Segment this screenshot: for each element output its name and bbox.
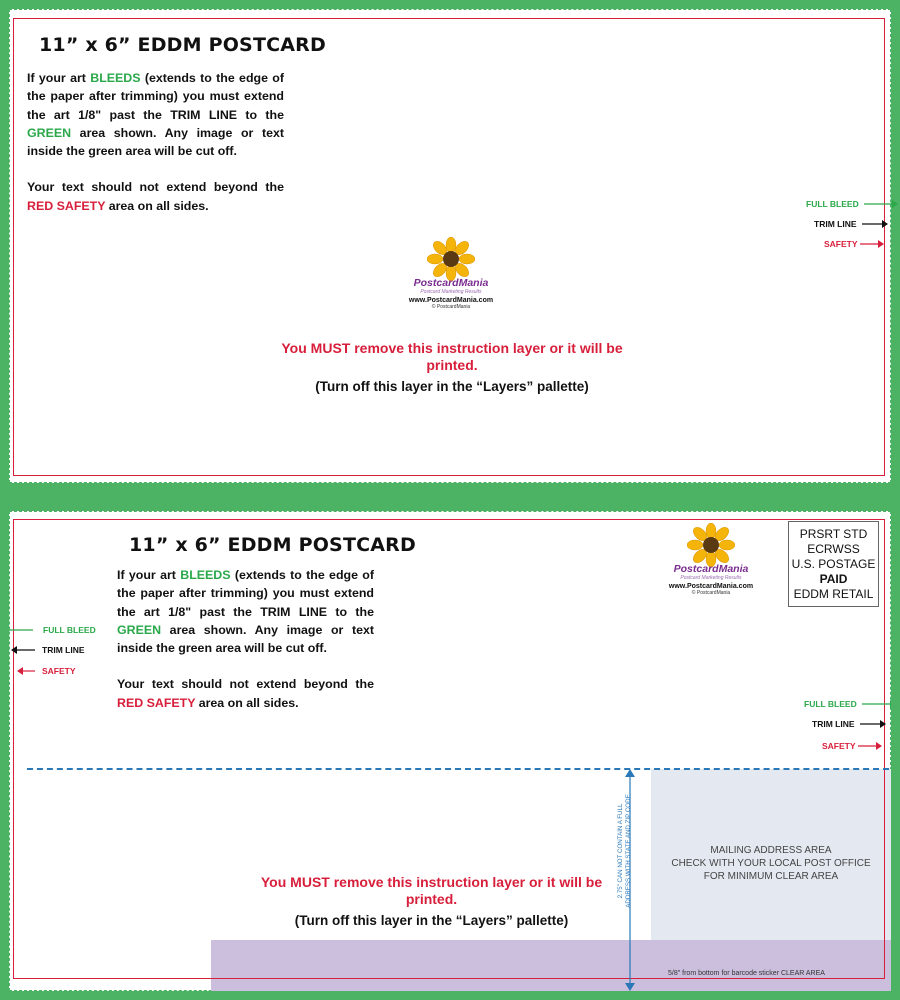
safety-marker bbox=[824, 239, 858, 249]
indicia-line-3: U.S. POSTAGE bbox=[791, 557, 876, 571]
full-bleed-marker bbox=[804, 699, 857, 709]
warning-line-1: You MUST remove this instruction layer or it will be printed. bbox=[281, 340, 623, 373]
front-instructions bbox=[27, 69, 284, 233]
logo-brand: PostcardMania bbox=[673, 563, 749, 575]
mailing-area-line-2: CHECK WITH YOUR LOCAL POST OFFICE bbox=[671, 858, 871, 869]
arrow-right-icon bbox=[862, 700, 891, 708]
safety-label: SAFETY bbox=[42, 666, 76, 676]
trim-line-label: TRIM LINE bbox=[812, 719, 855, 729]
safety-label: SAFETY bbox=[822, 741, 856, 751]
address-zone-line bbox=[27, 768, 889, 770]
warning-line-1: You MUST remove this instruction layer or it will be printed. bbox=[260, 874, 603, 907]
logo-copyright: © PostcardMania bbox=[691, 590, 731, 596]
full-bleed-label: FULL BLEED bbox=[804, 699, 857, 709]
arrow-left-icon bbox=[9, 626, 33, 634]
mailing-area-line-3: FOR MINIMUM CLEAR AREA bbox=[703, 871, 839, 882]
trim-line-label: TRIM LINE bbox=[814, 219, 857, 229]
arrow-right-icon bbox=[858, 742, 882, 750]
indicia-line-5: EDDM RETAIL bbox=[793, 587, 874, 601]
logo-url: www.PostcardMania.com bbox=[408, 297, 494, 304]
sunflower-icon bbox=[427, 237, 475, 281]
warning-line-2: (Turn off this layer in the “Layers” pallette) bbox=[315, 379, 589, 394]
logo-url: www.PostcardMania.com bbox=[668, 583, 754, 590]
warning-line-2: (Turn off this layer in the “Layers” pallette) bbox=[294, 913, 569, 928]
logo-tagline: Postcard Marketing Results bbox=[420, 289, 482, 295]
indicia-line-2: ECRWSS bbox=[807, 542, 860, 556]
logo-tagline: Postcard Marketing Results bbox=[680, 575, 742, 581]
back-instructions bbox=[117, 566, 374, 730]
full-bleed-label: FULL BLEED bbox=[806, 199, 859, 209]
mailing-area-line-1: MAILING ADDRESS AREA bbox=[710, 845, 832, 856]
safety-instruction: Your text should not extend beyond the RED SAFETY area on all sides. bbox=[117, 677, 374, 710]
left-safety-marker bbox=[17, 666, 76, 676]
arrow-right-icon bbox=[860, 240, 884, 248]
address-height-note: 2.75" CAN NOT CONTAIN A FULL ADDRESS WITH STATE AND ZIP CODE bbox=[617, 794, 632, 908]
indicia-line-1: PRSRT STD bbox=[799, 527, 868, 541]
postcard-front bbox=[9, 9, 891, 483]
logo-copyright: © PostcardMania bbox=[431, 304, 471, 310]
logo-brand: PostcardMania bbox=[413, 277, 489, 289]
safety-marker bbox=[822, 741, 856, 751]
remove-layer-warning bbox=[277, 340, 627, 395]
bleed-instruction: If your art BLEEDS (extends to the edge of the paper after trimming) you must extend the art 1/8" past the TRIM LINE to the GREEN area shown. Any image or text inside the green area will be cut off. bbox=[117, 568, 375, 656]
left-trim-line-marker bbox=[11, 645, 85, 655]
front-title: 11” x 6” EDDM POSTCARD bbox=[39, 34, 326, 56]
arrow-right-icon bbox=[860, 720, 886, 728]
barcode-clear-area bbox=[211, 940, 891, 991]
full-bleed-label: FULL BLEED bbox=[43, 625, 96, 635]
safety-instruction: Your text should not extend beyond the RED SAFETY area on all sides. bbox=[27, 180, 284, 213]
arrow-right-icon bbox=[862, 220, 888, 228]
postcardmania-logo bbox=[401, 237, 501, 310]
trim-line-marker bbox=[814, 219, 857, 229]
arrow-left-icon bbox=[17, 667, 35, 675]
trim-line-marker bbox=[812, 719, 855, 729]
left-full-bleed-marker bbox=[9, 625, 96, 635]
trim-line-label: TRIM LINE bbox=[42, 645, 85, 655]
arrow-left-icon bbox=[11, 646, 35, 654]
bleed-instruction: If your art BLEEDS (extends to the edge of the paper after trimming) you must extend the art 1/8" past the TRIM LINE to the GREEN area shown. Any image or text inside the green area will be cut off. bbox=[27, 71, 285, 159]
postcardmania-logo bbox=[661, 523, 761, 596]
full-bleed-marker bbox=[806, 199, 859, 209]
safety-label: SAFETY bbox=[824, 239, 858, 249]
postage-indicia bbox=[788, 521, 879, 607]
arrow-right-icon bbox=[864, 200, 898, 208]
remove-layer-warning bbox=[259, 874, 604, 929]
sunflower-icon bbox=[687, 523, 735, 567]
postcard-back bbox=[9, 511, 891, 991]
barcode-note: 5/8" from bottom for barcode sticker CLEAR AREA bbox=[668, 970, 825, 977]
indicia-line-4: PAID bbox=[819, 572, 848, 586]
back-title: 11” x 6” EDDM POSTCARD bbox=[129, 534, 416, 556]
